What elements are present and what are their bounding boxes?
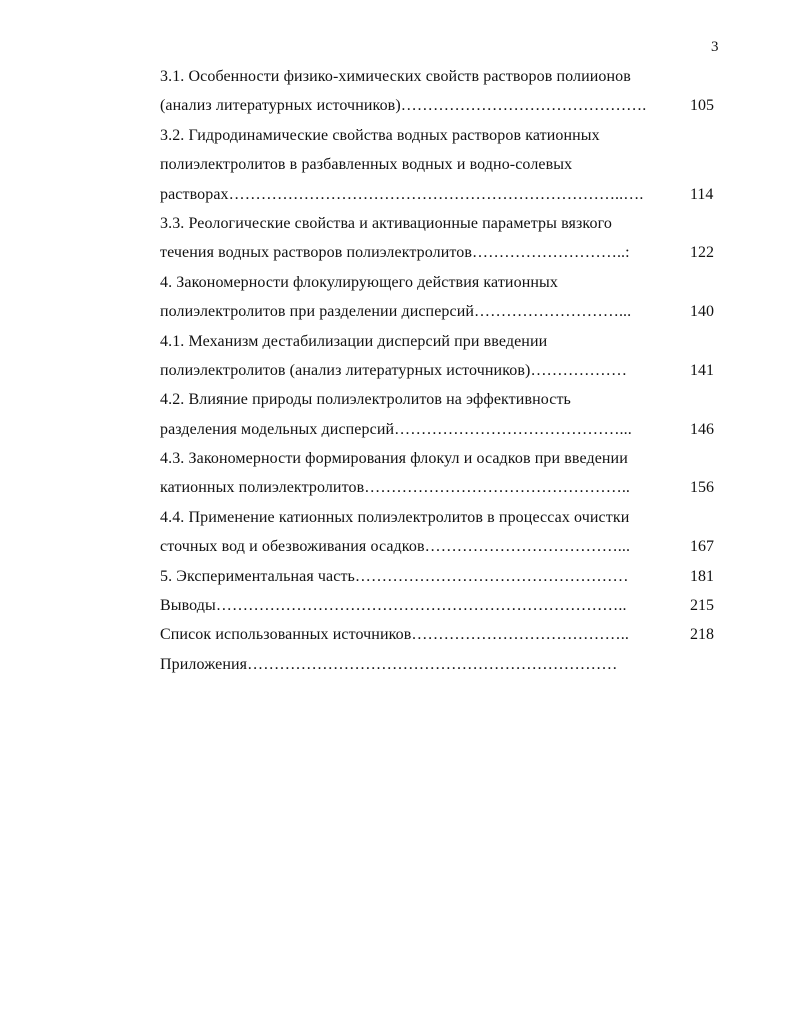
toc-line: [160, 415, 720, 444]
toc-line: [160, 562, 720, 591]
toc-line: [160, 121, 720, 150]
toc-line: [160, 650, 720, 679]
toc-entry-text: 3.3. Реологические свойства и активационные параметры вязкого: [160, 214, 612, 232]
toc-line: [160, 620, 720, 649]
toc-line: [160, 150, 720, 179]
toc-entry-text: 5. Экспериментальная часть……………………………………………: [160, 567, 629, 585]
toc-entry-text: 3.1. Особенности физико-химических свойств растворов полиионов: [160, 68, 631, 85]
toc-page-number: 105: [690, 97, 714, 115]
toc-line: [160, 356, 720, 385]
toc-entry-text: 3.2. Гидродинамические свойства водных растворов катионных: [160, 126, 600, 144]
toc-entry-text: 4.1. Механизм дестабилизации дисперсий при введении: [160, 332, 548, 350]
toc-page-number: 146: [690, 420, 714, 438]
toc-page-number: 156: [690, 479, 714, 497]
toc-page-number: 218: [690, 626, 714, 644]
toc-line: [160, 268, 720, 297]
toc-page-number: 114: [690, 185, 714, 203]
toc-line: [160, 473, 720, 502]
toc-entry-text: течения водных растворов полиэлектролитов………………………..:: [160, 244, 630, 262]
toc-page-number: 141: [690, 361, 714, 379]
toc-entry-text: Приложения……………………………………………………………: [160, 655, 618, 673]
toc-entry-text: Выводы…………………………………………………………………..: [160, 597, 627, 615]
toc-line: [160, 385, 720, 414]
toc-entry-text: 4.4. Применение катионных полиэлектролитов в процессах очистки: [160, 508, 630, 526]
toc-entry-text: разделения модельных дисперсий……………………………………...: [160, 420, 632, 438]
toc-line: [160, 297, 720, 326]
toc-entry-text: полиэлектролитов в разбавленных водных и водно-солевых: [160, 156, 573, 174]
page-number: 3: [711, 39, 719, 55]
toc-entry-text: 4.3. Закономерности формирования флокул и осадков при введении: [160, 450, 628, 468]
table-of-contents: [160, 62, 720, 679]
toc-page-number: 122: [690, 244, 714, 262]
toc-entry-text: 4. Закономерности флокулирующего действия катионных: [160, 273, 558, 291]
toc-line: [160, 591, 720, 620]
toc-entry-text: полиэлектролитов при разделении дисперсий………………………...: [160, 303, 632, 321]
toc-page-number: 167: [690, 538, 714, 556]
toc-page-number: 215: [690, 597, 714, 615]
toc-line: [160, 62, 720, 91]
toc-entry-text: катионных полиэлектролитов…………………………………………..: [160, 479, 631, 497]
toc-entry-text: полиэлектролитов (анализ литературных источников)………………: [160, 361, 628, 379]
toc-line: [160, 180, 720, 209]
toc-line: [160, 532, 720, 561]
toc-line: [160, 91, 720, 120]
toc-entry-text: растворах………………………………………………………………..….: [160, 185, 644, 203]
toc-entry-text: (анализ литературных источников)……………………………………….: [160, 97, 647, 115]
toc-entry-text: сточных вод и обезвоживания осадков………………………………...: [160, 538, 631, 556]
toc-line: [160, 503, 720, 532]
toc-line: [160, 327, 720, 356]
toc-line: [160, 444, 720, 473]
toc-entry-text: Список использованных источников…………………………………..: [160, 626, 629, 644]
toc-entry-text: 4.2. Влияние природы полиэлектролитов на эффективность: [160, 391, 571, 409]
toc-line: [160, 209, 720, 238]
toc-page-number: 140: [690, 303, 714, 321]
toc-line: [160, 238, 720, 267]
toc-page-number: 181: [690, 567, 714, 585]
